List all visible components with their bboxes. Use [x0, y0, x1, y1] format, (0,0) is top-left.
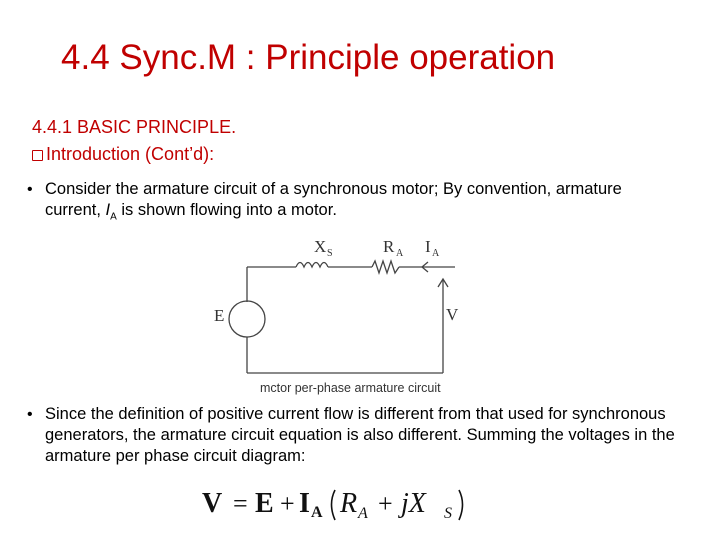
eq-i: I: [299, 488, 310, 519]
eq-r-sub: A: [358, 505, 368, 522]
subsection-heading: [32, 141, 236, 168]
right-paren: [459, 490, 463, 520]
e-label: E: [214, 306, 225, 325]
ra-subscript: A: [396, 248, 404, 259]
bullet-1-var: I: [105, 201, 111, 219]
eq-v: V: [202, 488, 223, 519]
circuit-caption: mctor per-phase armature circuit: [260, 381, 441, 395]
bullet-point-1: [27, 179, 667, 227]
v-label: V: [446, 305, 459, 324]
bullet-point-2: [27, 404, 677, 467]
subsection-label: Introduction (Cont’d):: [46, 144, 215, 164]
section-heading: 4.4.1 BASIC PRINCIPLE.: [32, 117, 237, 137]
bullet-1-pre: Consider the armature circuit of a synchronous motor; By convention, armature current,: [45, 180, 622, 219]
section-heading-block: [32, 114, 236, 168]
ra-label: R: [383, 237, 395, 256]
inductor-xs: [296, 263, 328, 268]
left-paren: [332, 490, 336, 520]
armature-circuit-diagram: [200, 232, 470, 400]
square-bullet-icon: [32, 150, 43, 161]
bullet-1-text: [45, 179, 667, 227]
bullet-dot-icon: •: [27, 406, 33, 423]
voltage-equation: [200, 478, 480, 528]
eq-i-sub: A: [311, 504, 323, 521]
voltage-source-e: [229, 301, 265, 337]
bullet-2-text: Since the definition of positive current flow is different from that used for synchronous generators, the armature circuit equation is also different. Summing the voltages in the armature per phase circuit diagram:: [45, 405, 675, 465]
ia-subscript: A: [432, 248, 440, 259]
eq-e: E: [255, 488, 274, 519]
bullet-1-sub: A: [110, 211, 117, 223]
xs-label: X: [314, 237, 327, 256]
ia-label: I: [425, 237, 431, 256]
bullet-1-post: is shown flowing into a motor.: [116, 201, 337, 219]
resistor-ra: [372, 261, 399, 273]
eq-jx: jX: [401, 488, 426, 519]
bullet-dot-icon: •: [27, 181, 33, 198]
eq-equals: =: [233, 489, 248, 518]
eq-plus: +: [280, 489, 295, 518]
slide-title: 4.4 Sync.M : Principle operation: [61, 38, 556, 77]
xs-subscript: S: [327, 248, 333, 259]
eq-x-sub: S: [444, 505, 452, 522]
eq-r: R: [340, 488, 358, 519]
eq-plus-2: +: [378, 489, 393, 518]
